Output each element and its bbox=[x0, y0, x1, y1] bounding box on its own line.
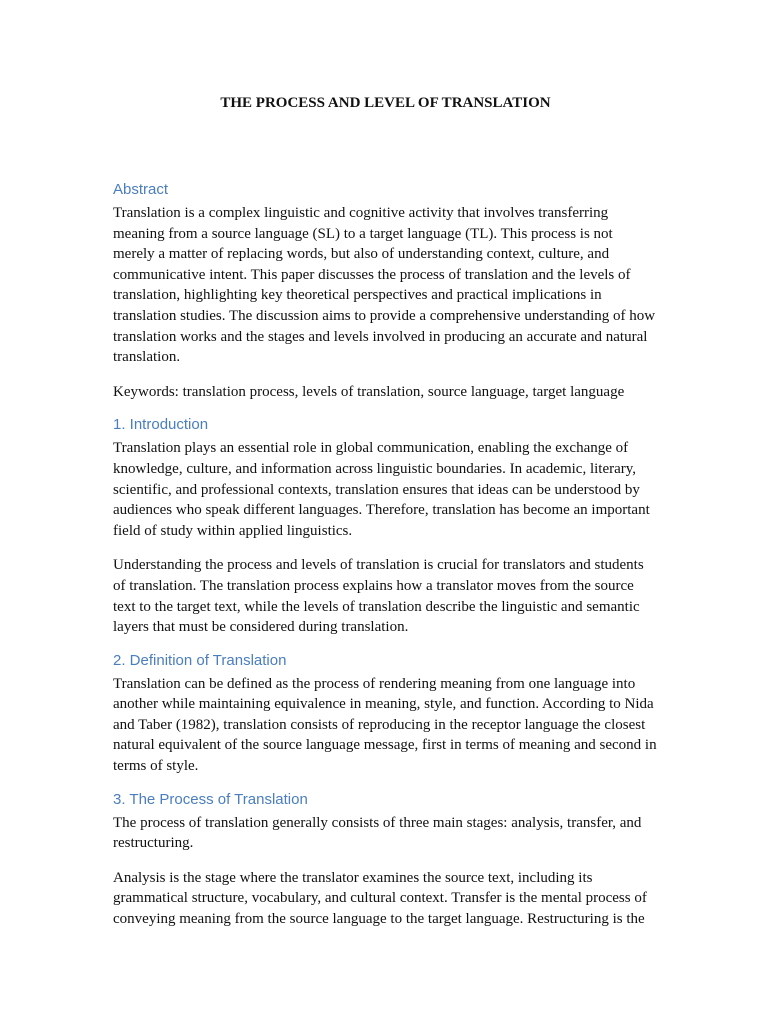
abstract-text: Translation is a complex linguistic and cognitive activity that involves transferring meaning from a source language (SL) to a target language (TL). This process is not merely a matter of replacing words, but also of understanding context, culture, and communicative intent. This paper discusses the process of translation and the levels of translation, highlighting key theoretical perspectives and practical implications in translation studies. The discussion aims to provide a comprehensive understanding of how translation works and the stages and levels involved in producing an accurate and natural translation. bbox=[113, 205, 656, 366]
spacer bbox=[113, 638, 658, 651]
abstract-heading: Abstract bbox=[113, 181, 169, 198]
definition-paragraph-1: Translation can be defined as the process of rendering meaning from one language into another while maintaining equivalence in meaning, style, and function. According to Nida and Taber (1982), translation consists of reproducing in the receptor language the closest natural equivalent of the source language message, first in terms of meaning and second in terms of style. bbox=[113, 675, 657, 775]
introduction-paragraph-2: Understanding the process and levels of translation is crucial for translators and students of translation. The translation process explains how a translator moves from the source text to the target text, while the levels of translation describe the linguistic and semantic layers that must be considered during translation. bbox=[113, 557, 644, 636]
process-paragraph-2: Analysis is the stage where the translator examines the source text, including its grammatical structure, vocabulary, and cultural context. Transfer is the mental process of conveying meaning from the source language to the target language. Restructuring is the bbox=[113, 869, 647, 928]
spacer bbox=[113, 402, 658, 415]
introduction-paragraph-1: Translation plays an essential role in global communication, enabling the exchange of knowledge, culture, and information across linguistic boundaries. In academic, literary, scientific, and professional contexts, translation ensures that ideas can be understood by audiences who speak different languages. Therefore, translation has become an important field of study within applied linguistics. bbox=[113, 440, 650, 539]
section-heading-introduction: 1. Introduction bbox=[113, 416, 209, 434]
spacer bbox=[113, 113, 658, 180]
process-paragraph-1: The process of translation generally consists of three main stages: analysis, transfer, and restructuring. bbox=[113, 814, 642, 852]
spacer bbox=[113, 777, 658, 790]
spacer bbox=[113, 368, 658, 382]
keywords: Keywords: translation process, levels of translation, source language, target language bbox=[113, 383, 625, 400]
section-heading-definition: 2. Definition of Translation bbox=[113, 651, 287, 669]
section-heading-process: 3. The Process of Translation bbox=[113, 790, 308, 808]
document-content bbox=[113, 93, 658, 930]
document-title: THE PROCESS AND LEVEL OF TRANSLATION bbox=[220, 95, 551, 111]
spacer bbox=[113, 854, 658, 868]
spacer bbox=[113, 541, 658, 555]
